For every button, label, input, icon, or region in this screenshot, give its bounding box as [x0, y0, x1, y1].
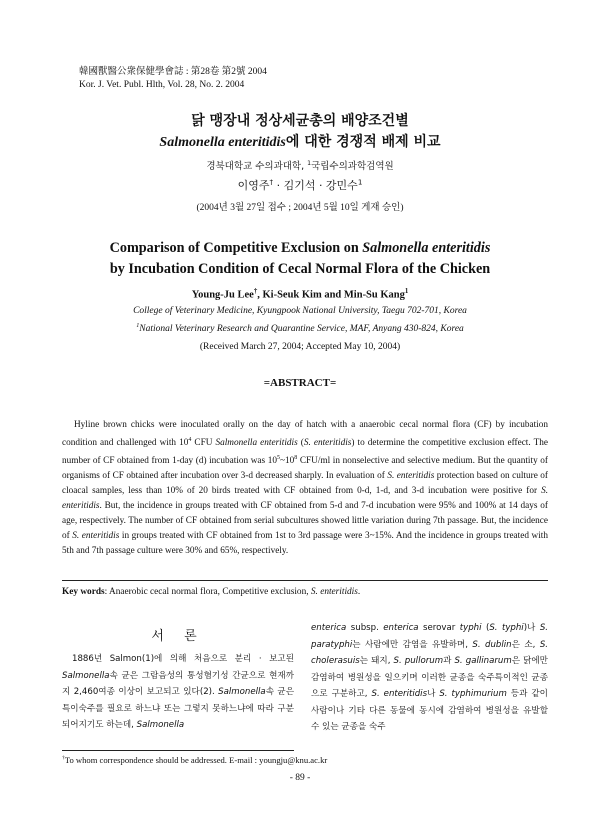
keywords-label: Key words	[62, 587, 105, 597]
intro-left-column: 1886년 Salmon(1)에 의해 처음으로 분리 · 보고된 Salmonella속 균은 그람음성의 통성혐기성 간균으로 현재까지 2,460여종 이상이 보고되고 있다(2). Salmonella속 균은 특이숙주를 필요로 하느냐 또는 그렇지 못하느냐에 따라 구분되어지기도 하는데, Salmonella	[62, 654, 294, 730]
english-title-line2: by Incubation Condition of Cecal Normal Flora of the Chicken	[109, 261, 491, 277]
abstract-body: Hyline brown chicks were inoculated orally on the day of hatch with a anaerobic cecal normal flora (CF) by incubation condition and challenged with $10^4$ CFU Salmonella enteritidis (S. enteritidis) to determine the competitive exclusion effect. The number of CF obtained from 1-day (d) incubation was $10^5\sim 10^8$ CFU/ml in nonselective and selective medium. But the quantity of organisms of CF obtained after incubation over 3-d decreased sharply. In evaluation of S. enteritidis protection based on culture of cloacal samples, less than 10% of 20 birds treated with CF obtained from 0-d, 1-d, and 3-d incubation were positive for S. enteritidis. But, the incidence in groups treated with CF obtained from 5-d and 7-d incubation were 95% and 100% at 14 days of age, respectively. The number of CF obtained from serial subcultures showed little variation during 7th passage. But, the incidence of S. enteritidis in groups treated with CF obtained from 1st to 3rd passage were 3~15%. And the incidence in groups treated with 5th and 7th passage culture were 30% and 65%, respectively.	[62, 420, 549, 557]
korean-dates: (2004년 3월 27일 접수 ; 2004년 5월 10일 게재 승인)	[196, 203, 404, 213]
korean-affiliation: 경북대학교 수의과대학, $^1$국립수의과학검역원	[206, 159, 394, 172]
title-korean-rest: 에 대한 경쟁적 배제 비교	[285, 134, 441, 150]
english-affiliation-2: $^1$National Veterinary Research and Quarantine Service, MAF, Anyang 430-824, Korea	[136, 323, 464, 335]
korean-title-line2	[0, 131, 600, 151]
journal-name-english: Kor. J. Vet. Publ. Hlth, Vol. 28, No. 2. 2004	[79, 80, 245, 90]
intro-right-column: enterica subsp. enterica serovar typhi (S. typhi)나 S. paratyphi는 사람에만 감염을 유발하며, S. dublin은 소, S. cholerasuis는 돼지, S. pullorum과 S. gallinarum은 닭에만 감염하여 병원성을 일으키며 이러한 균종을 숙주특이적인 균종으로 구분하고, S. enteritidis나 S. typhimurium 등과 같이 사람이나 기타 다른 동물에 동시에 감염하여 병원성을 유발할 수 있는 균종을 숙주	[311, 623, 548, 732]
keywords: Key words: Anaerobic cecal normal flora, Competitive exclusion, S. enteritidis.	[62, 587, 361, 597]
journal-name-korean: 韓國獸醫公衆保健學會誌 : 第28卷 第2號 2004	[79, 67, 267, 77]
footnote-divider	[62, 750, 294, 751]
page-number: - 89 -	[289, 773, 311, 783]
english-affiliation-1: College of Veterinary Medicine, Kyungpook National University, Taegu 702-701, Korea	[133, 306, 467, 316]
korean-authors: 이영주† · 김기석 · 강민수$^1$	[237, 177, 363, 192]
received-dates: (Received March 27, 2004; Accepted May 10, 2004)	[199, 342, 401, 352]
abstract-heading: =ABSTRACT=	[263, 377, 337, 389]
footnote: †To whom correspondence should be addressed. E-mail : youngju@knu.ac.kr	[62, 755, 328, 765]
title-organism: Salmonella enteritidis	[159, 135, 286, 150]
english-title-line1: Comparison of Competitive Exclusion on Salmonella enteritidis	[109, 240, 491, 256]
keywords-divider	[62, 580, 548, 581]
korean-title-line1: 닭 맹장내 정상세균총의 배양조건별	[191, 113, 409, 129]
english-authors: Young-Ju Lee†, Ki-Seuk Kim and Min-Su Kang$^1$	[191, 288, 409, 301]
journal-header	[79, 66, 267, 92]
section-title-introduction: 서 론	[151, 629, 205, 644]
